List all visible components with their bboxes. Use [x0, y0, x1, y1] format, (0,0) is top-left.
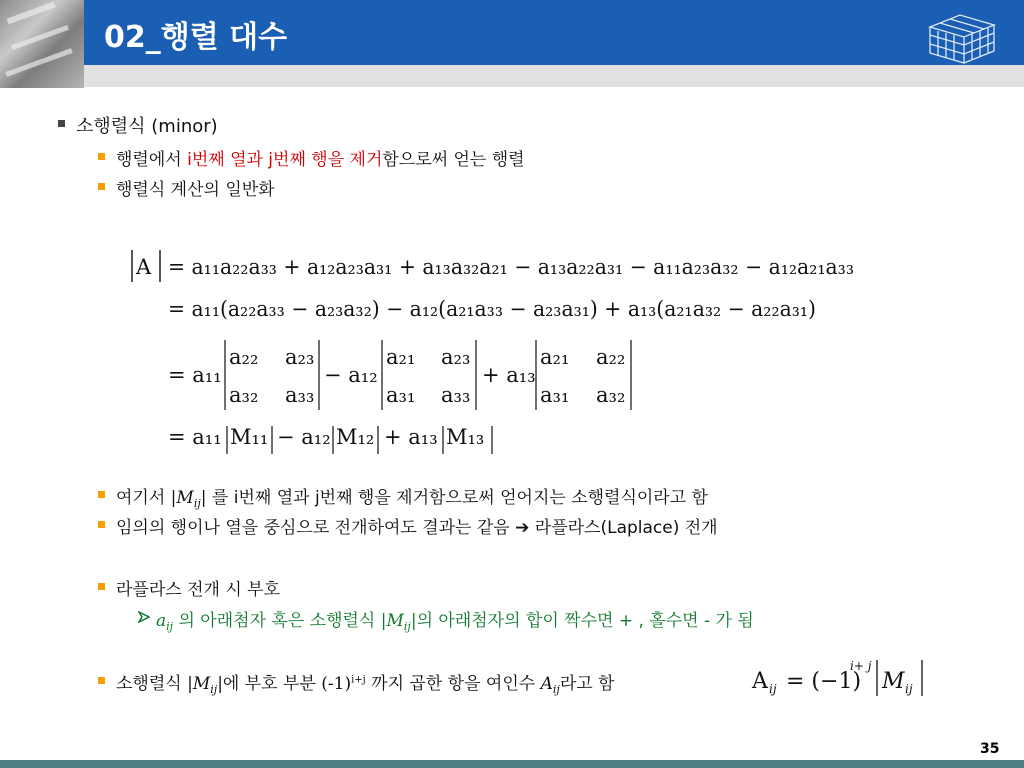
bullet-marker — [98, 491, 105, 498]
svg-text:− a₁₂: − a₁₂ — [277, 425, 331, 449]
svg-text:i+ j: i+ j — [850, 659, 872, 673]
minor-heading: 소행렬식 (minor) — [76, 116, 218, 137]
bullet-marker — [58, 120, 65, 127]
footer-bar — [0, 760, 1024, 768]
arrowhead-bullet-icon — [138, 611, 150, 623]
svg-text:M: M — [882, 669, 905, 694]
sign-rule-note: $a_{ij}$ 의 아래첨자 혹은 소행렬식 $|M_{ij}|$의 아래첨자의 합이 짝수면 + , 홀수면 - 가 됨 — [156, 611, 754, 633]
svg-text:a₃₁: a₃₁ — [386, 383, 416, 407]
svg-text:= a₁₁: = a₁₁ — [168, 425, 222, 449]
svg-text:ij: ij — [769, 682, 777, 696]
bullet-marker — [98, 183, 105, 190]
svg-text:+ a₁₃: + a₁₃ — [482, 363, 536, 387]
cofactor-definition: 소행렬식 $|M_{ij}|$에 부호 부분 $(-1)^{i+j}$ 까지 곱한 항을 여인수 $A_{ij}$라고 함 — [116, 674, 615, 696]
svg-text:a₃₂: a₃₂ — [229, 383, 259, 407]
determinant-generalization: 행렬식 계산의 일반화 — [116, 180, 275, 200]
svg-text:a₂₂: a₂₂ — [229, 345, 259, 369]
cofactor-formula — [750, 656, 930, 700]
minor-definition: 행렬에서 i번째 열과 j번째 행을 제거함으로써 얻는 행렬 — [116, 150, 525, 170]
svg-text:= a₁₁(a₂₂a₃₃ − a₂₃a₃₂) − a₁₂(a: = a₁₁(a₂₂a₃₃ − a₂₃a₃₂) − a₁₂(a₂₁a₃₃ − a₂₃a₃₁) + a₁₃(a₂₁a₃₂ − a₂₂a₃₁) — [168, 297, 816, 321]
header-band — [84, 65, 1024, 87]
bullet-marker — [98, 583, 105, 590]
svg-text:ij: ij — [905, 682, 913, 696]
header-photo — [0, 0, 84, 88]
svg-text:a₂₁: a₂₁ — [386, 345, 416, 369]
minor-notation-note: 여기서 $|M_{ij}|$ 를 i번째 열과 j번째 행을 제거함으로써 얻어지는 소행렬식이라고 함 — [116, 488, 708, 510]
svg-text:+ a₁₃: + a₁₃ — [384, 425, 438, 449]
svg-text:= a₁₁a₂₂a₃₃ + a₁₂a₂₃a₃₁ + a₁₃a: = a₁₁a₂₂a₃₃ + a₁₂a₂₃a₃₁ + a₁₃a₃₂a₂₁ − a₁₃a₂₂a₃₁ − a₁₁a₂₃a₃₂ − a₁₂a₂₁a₃₃ — [168, 255, 854, 279]
svg-text:a₃₁: a₃₁ — [540, 383, 570, 407]
svg-text:a₂₂: a₂₂ — [596, 345, 626, 369]
bullet-marker — [98, 521, 105, 528]
svg-text:a₃₃: a₃₃ — [285, 383, 315, 407]
svg-text:= a₁₁: = a₁₁ — [168, 363, 222, 387]
bullet-marker — [98, 153, 105, 160]
svg-text:a₃₂: a₃₂ — [596, 383, 626, 407]
page-title: 02_행렬 대수 — [104, 20, 288, 55]
svg-text:a₂₃: a₂₃ — [441, 345, 471, 369]
svg-text:a₂₃: a₂₃ — [285, 345, 315, 369]
svg-text:M₁₃: M₁₃ — [446, 425, 485, 449]
svg-text:a₂₁: a₂₁ — [540, 345, 570, 369]
svg-text:A: A — [136, 255, 152, 279]
laplace-sign-heading: 라플라스 전개 시 부호 — [116, 580, 281, 600]
determinant-expansion-equation — [128, 246, 864, 458]
svg-text:a₃₃: a₃₃ — [441, 383, 471, 407]
right-arrow-icon: ➔ — [515, 518, 530, 538]
svg-text:M₁₂: M₁₂ — [336, 425, 375, 449]
wireframe-cube-logo-icon — [920, 5, 1004, 67]
laplace-expansion-note: 임의의 행이나 열을 중심으로 전개하여도 결과는 같음 ➔ 라플라스(Laplace) 전개 — [116, 518, 718, 538]
bullet-marker — [98, 677, 105, 684]
page-number: 35 — [980, 741, 1000, 757]
svg-text:M₁₁: M₁₁ — [230, 425, 269, 449]
svg-text:A: A — [752, 669, 768, 694]
svg-text:= (−1): = (−1) — [786, 669, 862, 694]
svg-text:− a₁₂: − a₁₂ — [324, 363, 378, 387]
